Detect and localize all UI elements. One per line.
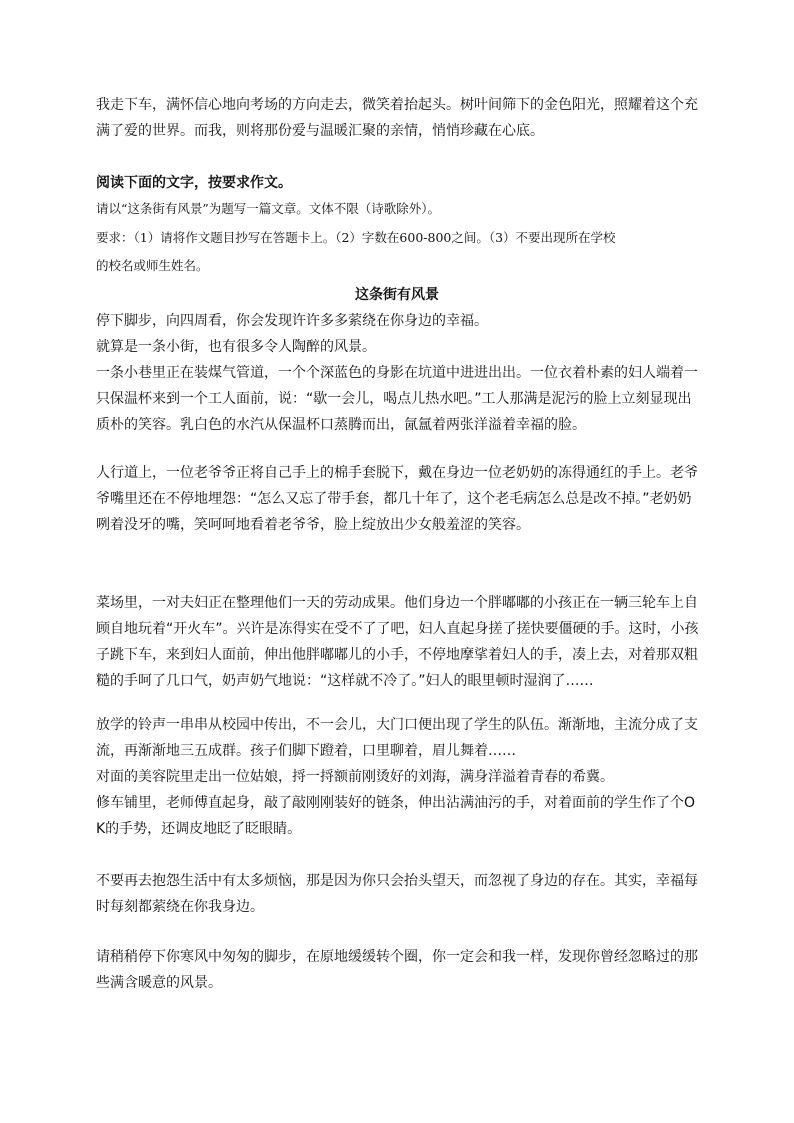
intro-line-2: 满了爱的世界。而我，则将那份爱与温暖汇聚的亲情，悄悄珍藏在心底。	[96, 123, 544, 139]
essay-paragraph-10: 请稍稍停下你寒风中匆匆的脚步，在原地缓缓转个圈，你一定会和我一样，发现你曾经忽略过的那些满含暖意的风景。	[96, 949, 698, 991]
essay-paragraph-7: 对面的美容院里走出一位姑娘，捋一捋额前刚烫好的刘海，满身洋溢着青春的希冀。	[96, 769, 614, 785]
prompt-heading: 阅读下面的文字，按要求作文。	[96, 175, 292, 191]
essay-paragraph-2: 就算是一条小街，也有很多令人陶醉的风景。	[96, 339, 376, 355]
prompt-instruction: 请以“这条街有风景”为题写一篇文章。文体不限（诗歌除外）。	[96, 201, 441, 216]
essay-title: 这条街有风景	[355, 287, 439, 303]
intro-line-1: 我走下车，满怀信心地向考场的方向走去，微笑着抬起头。树叶间筛下的金色阳光，照耀着这个充	[96, 97, 698, 113]
essay-paragraph-6: 放学的铃声一串串从校园中传出，不一会儿，大门口便出现了学生的队伍。渐渐地，主流分成了支流，再渐渐地三五成群。孩子们脚下蹬着，口里聊着，眉儿舞着……	[96, 717, 698, 759]
essay-paragraph-8: 修车铺里，老师傅直起身，敲了敲刚刚装好的链条，伸出沾满油污的手，对着面前的学生作了个OK的手势，还调皮地眨了眨眼睛。	[96, 795, 696, 837]
essay-paragraph-4: 人行道上，一位老爷爷正将自己手上的棉手套脱下，戴在身边一位老奶奶的冻得通红的手上。老爷爷嘴里还在不停地埋怨：“怎么又忘了带手套，都几十年了，这个老毛病怎么总是改不掉。”老奶奶咧着没牙的嘴，笑呵呵地看着老爷爷，脸上绽放出少女般羞涩的笑容。	[96, 465, 698, 533]
essay-paragraph-1: 停下脚步，向四周看，你会发现许许多多萦绕在你身边的幸福。	[96, 313, 488, 329]
prompt-requirement-line-1: 要求：（1）请将作文题目抄写在答题卡上。（2）字数在600-800之间。（3）不要出现所在学校	[96, 230, 616, 245]
essay-paragraph-5: 菜场里，一对夫妇正在整理他们一天的劳动成果。他们身边一个胖嘟嘟的小孩正在一辆三轮车上自顾自地玩着“开火车”。兴许是冻得实在受不了了吧，妇人直起身搓了搓快要僵硬的手。这时，小孩子跳下车，来到妇人面前，伸出他胖嘟嘟儿的小手，不停地摩挲着妇人的手，凑上去，对着那双粗糙的手呵了几口气，奶声奶气地说：“这样就不冷了。”妇人的眼里顿时湿润了……	[96, 595, 699, 689]
prompt-requirement-line-2: 的校名或师生姓名。	[96, 258, 209, 273]
essay-paragraph-9: 不要再去抱怨生活中有太多烦恼，那是因为你只会抬头望天，而忽视了身边的存在。其实，幸福每时每刻都萦绕在你我身边。	[96, 873, 698, 915]
essay-paragraph-3: 一条小巷里正在装煤气管道，一个个深蓝色的身影在坑道中进进出出。一位衣着朴素的妇人端着一只保温杯来到一个工人面前，说：“歇一会儿，喝点儿热水吧。”工人那满是泥污的脸上立刻显现出质朴的笑容。乳白色的水汽从保温杯口蒸腾而出，氤氲着两张洋溢着幸福的脸。	[96, 365, 698, 433]
